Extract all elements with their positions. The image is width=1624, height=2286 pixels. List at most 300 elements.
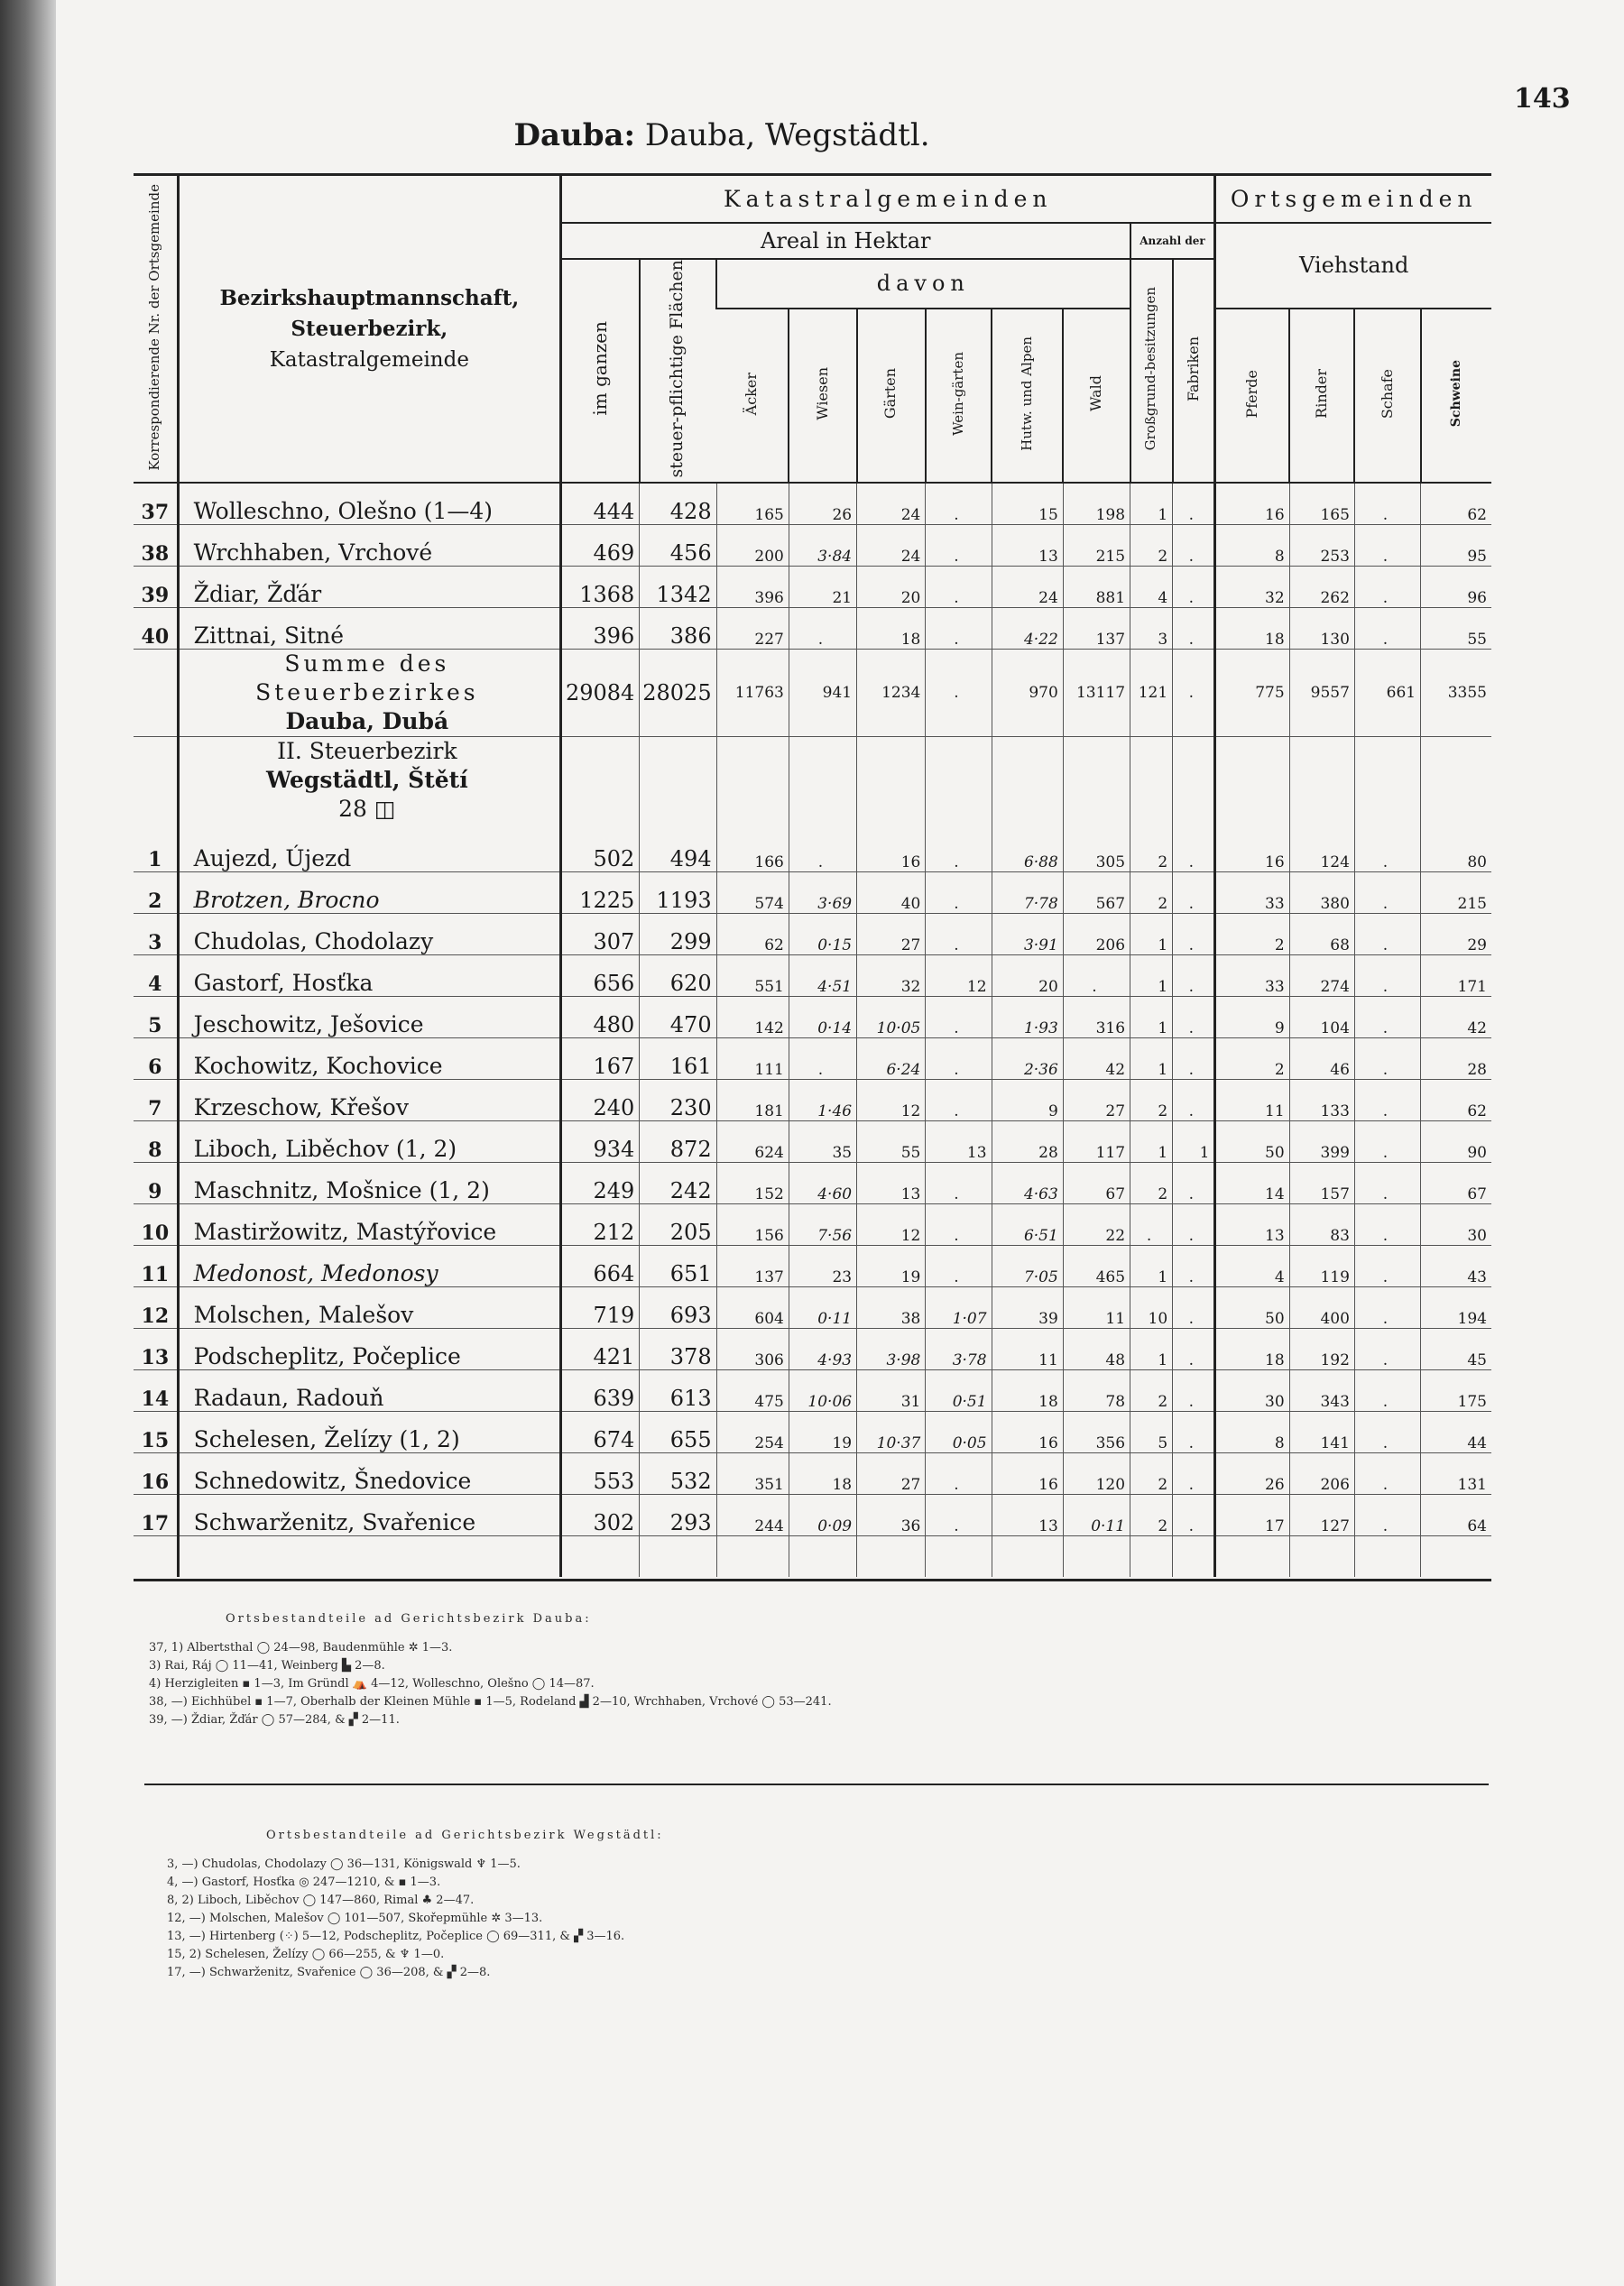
cell-ri: 68 xyxy=(1289,914,1354,955)
cell-ae: 227 xyxy=(716,608,789,650)
cell-hu: 15 xyxy=(992,483,1063,525)
row-name: Schelesen, Želízy (1, 2) xyxy=(178,1412,560,1453)
cell-ganz: 1225 xyxy=(561,872,640,914)
cell-fa: . xyxy=(1173,997,1215,1038)
cell-fa: . xyxy=(1173,1412,1215,1453)
cell-ri: 192 xyxy=(1289,1329,1354,1370)
table-row xyxy=(134,1412,1491,1453)
cell-pf: 50 xyxy=(1215,1287,1289,1329)
cell-wa: 356 xyxy=(1063,1412,1130,1453)
row-number: 4 xyxy=(134,955,178,997)
cell-ae: 142 xyxy=(716,997,789,1038)
cell-fa: . xyxy=(1173,1163,1215,1204)
row-number: 2 xyxy=(134,872,178,914)
cell-sw: 64 xyxy=(1421,1495,1491,1536)
cell-ri: 399 xyxy=(1289,1121,1354,1163)
cell-ganz: 1368 xyxy=(561,567,640,608)
cell-gr: 2 xyxy=(1130,872,1173,914)
cell-ganz: 664 xyxy=(561,1246,640,1287)
book-spine xyxy=(0,0,56,2286)
cell-sw: 43 xyxy=(1421,1246,1491,1287)
cell-sc: . xyxy=(1354,1204,1420,1246)
cell-wa: 0·11 xyxy=(1063,1495,1130,1536)
row-name: Brotzen, Brocno xyxy=(178,872,560,914)
cell-gr: 2 xyxy=(1130,1453,1173,1495)
row-number: 13 xyxy=(134,1329,178,1370)
footnote-line: 12, —) Molschen, Malešov ◯ 101—507, Skořepmühle ✲ 3—13. xyxy=(167,1912,543,1925)
aecker-header: Äcker xyxy=(716,309,789,483)
cell-ganz: 444 xyxy=(561,483,640,525)
cell-sc: . xyxy=(1354,1246,1420,1287)
wald-header: Wald xyxy=(1063,309,1130,483)
cell-st: 494 xyxy=(640,831,716,872)
cell-wi: 1·46 xyxy=(789,1080,856,1121)
cell-fa: . xyxy=(1173,567,1215,608)
cell-wa: 48 xyxy=(1063,1329,1130,1370)
cell-wa: 137 xyxy=(1063,608,1130,650)
cell-we: . xyxy=(926,1453,992,1495)
cell-st: 299 xyxy=(640,914,716,955)
cell-gr: 3 xyxy=(1130,608,1173,650)
cell-ga: 18 xyxy=(857,608,926,650)
wiesen-header: Wiesen xyxy=(789,309,856,483)
subtotal-pf: 775 xyxy=(1215,650,1289,737)
subtotal-hu: 970 xyxy=(992,650,1063,737)
cell-we: . xyxy=(926,831,992,872)
row-name: Schnedowitz, Šnedovice xyxy=(178,1453,560,1495)
cell-hu: 39 xyxy=(992,1287,1063,1329)
cell-wi: 0·15 xyxy=(789,914,856,955)
cell-st: 620 xyxy=(640,955,716,997)
cell-st: 1342 xyxy=(640,567,716,608)
ortsgem-header: Ortsgemeinden xyxy=(1215,175,1491,223)
cell-ganz: 240 xyxy=(561,1080,640,1121)
cell-sc: . xyxy=(1354,525,1420,567)
cell-st: 378 xyxy=(640,1329,716,1370)
cell-sw: 131 xyxy=(1421,1453,1491,1495)
table-row xyxy=(134,483,1491,525)
table-row xyxy=(134,872,1491,914)
cell-fa: . xyxy=(1173,955,1215,997)
cell-ga: 36 xyxy=(857,1495,926,1536)
cell-wa: 305 xyxy=(1063,831,1130,872)
subtotal-ganz: 29084 xyxy=(561,650,640,737)
cell-wi: 26 xyxy=(789,483,856,525)
cell-fa: 1 xyxy=(1173,1121,1215,1163)
cell-wi: 4·51 xyxy=(789,955,856,997)
cell-pf: 33 xyxy=(1215,872,1289,914)
cell-sc: . xyxy=(1354,1370,1420,1412)
footnote-dauba-lines xyxy=(149,1639,1457,1729)
cell-sc: . xyxy=(1354,1287,1420,1329)
cell-ri: 133 xyxy=(1289,1080,1354,1121)
schweine-header: Schweine xyxy=(1421,309,1491,483)
nr-header: Korrespondierende Nr. der Ortsgemeinde xyxy=(134,175,178,484)
cell-ae: 244 xyxy=(716,1495,789,1536)
cell-pf: 4 xyxy=(1215,1246,1289,1287)
cell-ri: 262 xyxy=(1289,567,1354,608)
subtotal-label: Summe des Steuerbezirkes Dauba, Dubá xyxy=(178,650,560,737)
cell-hu: 7·05 xyxy=(992,1246,1063,1287)
cell-st: 456 xyxy=(640,525,716,567)
anzahl-header: Anzahl der xyxy=(1130,223,1215,259)
cell-gr: 2 xyxy=(1130,525,1173,567)
cell-fa: . xyxy=(1173,872,1215,914)
cell-sw: 80 xyxy=(1421,831,1491,872)
table-row xyxy=(134,997,1491,1038)
im-ganzen-header: im ganzen xyxy=(561,259,640,484)
cell-sc: . xyxy=(1354,997,1420,1038)
cell-wi: . xyxy=(789,608,856,650)
cell-gr: 1 xyxy=(1130,997,1173,1038)
cell-fa: . xyxy=(1173,608,1215,650)
section-heading-row xyxy=(134,737,1491,832)
cell-gr: 1 xyxy=(1130,1038,1173,1080)
cell-fa: . xyxy=(1173,1246,1215,1287)
cell-sc: . xyxy=(1354,914,1420,955)
cell-ga: 20 xyxy=(857,567,926,608)
cell-ri: 165 xyxy=(1289,483,1354,525)
row-name: Jeschowitz, Ješovice xyxy=(178,997,560,1038)
cell-ae: 551 xyxy=(716,955,789,997)
footnote-separator xyxy=(144,1784,1489,1785)
steuer-header: steuer-pflichtige Flächen xyxy=(640,259,716,484)
cell-pf: 2 xyxy=(1215,1038,1289,1080)
cell-hu: 18 xyxy=(992,1370,1063,1412)
cell-pf: 30 xyxy=(1215,1370,1289,1412)
footnote-line: 37, 1) Albertsthal ◯ 24—98, Baudenmühle ✲ 1—3. xyxy=(149,1641,453,1655)
cell-wi: 21 xyxy=(789,567,856,608)
table-row xyxy=(134,567,1491,608)
cell-hu: 28 xyxy=(992,1121,1063,1163)
table-row xyxy=(134,1329,1491,1370)
cell-sw: 194 xyxy=(1421,1287,1491,1329)
cell-ga: 16 xyxy=(857,831,926,872)
cell-sw: 29 xyxy=(1421,914,1491,955)
cell-ae: 574 xyxy=(716,872,789,914)
cell-sw: 30 xyxy=(1421,1204,1491,1246)
cell-st: 161 xyxy=(640,1038,716,1080)
cell-ri: 141 xyxy=(1289,1412,1354,1453)
cell-hu: 13 xyxy=(992,525,1063,567)
subtotal-fa: . xyxy=(1173,650,1215,737)
cell-ga: 27 xyxy=(857,1453,926,1495)
row-number: 9 xyxy=(134,1163,178,1204)
cell-wi: 4·93 xyxy=(789,1329,856,1370)
cell-pf: 2 xyxy=(1215,914,1289,955)
footnote-line: 15, 2) Schelesen, Želízy ◯ 66—255, & ♆ 1—0. xyxy=(167,1948,445,1961)
table-row xyxy=(134,1121,1491,1163)
cell-we: . xyxy=(926,1038,992,1080)
cell-sw: 90 xyxy=(1421,1121,1491,1163)
cell-pf: 26 xyxy=(1215,1453,1289,1495)
cell-ae: 604 xyxy=(716,1287,789,1329)
schafe-header: Schafe xyxy=(1354,309,1420,483)
cell-ga: 24 xyxy=(857,525,926,567)
cell-we: . xyxy=(926,567,992,608)
table-row xyxy=(134,1370,1491,1412)
footnote-line: 4) Herzigleiten ▪ 1—3, Im Gründl ⛺ 4—12, Wolleschno, Olešno ◯ 14—87. xyxy=(149,1677,595,1691)
cell-ri: 400 xyxy=(1289,1287,1354,1329)
cell-ganz: 421 xyxy=(561,1329,640,1370)
table-row xyxy=(134,1495,1491,1536)
cell-pf: 32 xyxy=(1215,567,1289,608)
cell-we: . xyxy=(926,608,992,650)
table-bottom-rule xyxy=(134,1579,1491,1581)
cell-wi: 3·69 xyxy=(789,872,856,914)
cell-ga: 55 xyxy=(857,1121,926,1163)
cell-ri: 343 xyxy=(1289,1370,1354,1412)
cell-hu: 11 xyxy=(992,1329,1063,1370)
cell-ganz: 502 xyxy=(561,831,640,872)
cell-st: 428 xyxy=(640,483,716,525)
cell-hu: 4·63 xyxy=(992,1163,1063,1204)
cell-ae: 152 xyxy=(716,1163,789,1204)
cell-ae: 137 xyxy=(716,1246,789,1287)
cell-we: 0·05 xyxy=(926,1412,992,1453)
subtotal-ri: 9557 xyxy=(1289,650,1354,737)
cell-wa: 206 xyxy=(1063,914,1130,955)
cell-ganz: 302 xyxy=(561,1495,640,1536)
cell-ri: 157 xyxy=(1289,1163,1354,1204)
row-number: 7 xyxy=(134,1080,178,1121)
cell-ae: 624 xyxy=(716,1121,789,1163)
cell-ganz: 480 xyxy=(561,997,640,1038)
cell-sc: . xyxy=(1354,483,1420,525)
cell-ga: 24 xyxy=(857,483,926,525)
cell-sw: 62 xyxy=(1421,1080,1491,1121)
cell-wa: 120 xyxy=(1063,1453,1130,1495)
cell-st: 242 xyxy=(640,1163,716,1204)
row-number: 39 xyxy=(134,567,178,608)
row-number: 12 xyxy=(134,1287,178,1329)
row-number: 8 xyxy=(134,1121,178,1163)
subtotal-wa: 13117 xyxy=(1063,650,1130,737)
cell-we: . xyxy=(926,1495,992,1536)
cell-sc: . xyxy=(1354,1163,1420,1204)
cell-wa: 881 xyxy=(1063,567,1130,608)
cell-ae: 254 xyxy=(716,1412,789,1453)
row-number: 10 xyxy=(134,1204,178,1246)
cell-ganz: 249 xyxy=(561,1163,640,1204)
cell-wi: 0·14 xyxy=(789,997,856,1038)
cell-wi: 23 xyxy=(789,1246,856,1287)
cell-fa: . xyxy=(1173,1495,1215,1536)
cell-pf: 18 xyxy=(1215,1329,1289,1370)
cell-ri: 119 xyxy=(1289,1246,1354,1287)
cell-gr: 2 xyxy=(1130,1370,1173,1412)
row-name: Wrchhaben, Vrchové xyxy=(178,525,560,567)
cell-st: 205 xyxy=(640,1204,716,1246)
cell-sc: . xyxy=(1354,955,1420,997)
cell-sc: . xyxy=(1354,872,1420,914)
cell-ri: 130 xyxy=(1289,608,1354,650)
cell-ae: 351 xyxy=(716,1453,789,1495)
row-number: 5 xyxy=(134,997,178,1038)
cell-ga: 40 xyxy=(857,872,926,914)
cell-gr: 1 xyxy=(1130,1246,1173,1287)
cell-wi: . xyxy=(789,831,856,872)
table-row xyxy=(134,955,1491,997)
title-bold: Dauba: xyxy=(513,117,636,153)
cell-ri: 46 xyxy=(1289,1038,1354,1080)
cell-sc: . xyxy=(1354,831,1420,872)
cell-ri: 83 xyxy=(1289,1204,1354,1246)
cell-sw: 55 xyxy=(1421,608,1491,650)
cell-hu: 1·93 xyxy=(992,997,1063,1038)
table-row xyxy=(134,1287,1491,1329)
cell-wi: 4·60 xyxy=(789,1163,856,1204)
cell-wi: 7·56 xyxy=(789,1204,856,1246)
cell-fa: . xyxy=(1173,1329,1215,1370)
hutweide-header: Hutw. und Alpen xyxy=(992,309,1063,483)
cell-sc: . xyxy=(1354,1412,1420,1453)
cell-we: . xyxy=(926,872,992,914)
cell-we: . xyxy=(926,483,992,525)
cell-sc: . xyxy=(1354,1329,1420,1370)
row-name: Podscheplitz, Počeplice xyxy=(178,1329,560,1370)
cell-sw: 95 xyxy=(1421,525,1491,567)
subtotal-wi: 941 xyxy=(789,650,856,737)
row-name: Schwarženitz, Svařenice xyxy=(178,1495,560,1536)
cell-fa: . xyxy=(1173,1038,1215,1080)
row-number: 1 xyxy=(134,831,178,872)
row-number: 14 xyxy=(134,1370,178,1412)
cell-ri: 206 xyxy=(1289,1453,1354,1495)
row-name: Wolleschno, Olešno (1—4) xyxy=(178,483,560,525)
subtotal-body xyxy=(134,650,1491,832)
section-heading: II. Steuerbezirk Wegstädtl, Štětí 28 ◫ xyxy=(178,737,560,832)
cell-ganz: 167 xyxy=(561,1038,640,1080)
cell-wa: 215 xyxy=(1063,525,1130,567)
footnote-line: 17, —) Schwarženitz, Svařenice ◯ 36—208, & ▞ 2—8. xyxy=(167,1966,491,1979)
row-name: Gastorf, Hosťka xyxy=(178,955,560,997)
kataster-header: Katastralgemeinden xyxy=(561,175,1215,223)
row-number: 17 xyxy=(134,1495,178,1536)
cell-wa: 42 xyxy=(1063,1038,1130,1080)
cell-gr: 2 xyxy=(1130,1495,1173,1536)
footnote-dauba-heading: Ortsbestandteile ad Gerichtsbezirk Dauba: xyxy=(226,1612,592,1626)
cell-sc: . xyxy=(1354,1453,1420,1495)
cell-pf: 8 xyxy=(1215,525,1289,567)
subtotal-row xyxy=(134,650,1491,737)
row-name: Radaun, Radouň xyxy=(178,1370,560,1412)
cell-ae: 166 xyxy=(716,831,789,872)
cell-ga: 12 xyxy=(857,1204,926,1246)
subtotal-st: 28025 xyxy=(640,650,716,737)
cell-pf: 14 xyxy=(1215,1163,1289,1204)
cell-wa: 67 xyxy=(1063,1163,1130,1204)
areal-header: Areal in Hektar xyxy=(561,223,1130,259)
cell-we: . xyxy=(926,525,992,567)
cell-ga: 31 xyxy=(857,1370,926,1412)
cell-fa: . xyxy=(1173,1370,1215,1412)
cell-sw: 28 xyxy=(1421,1038,1491,1080)
row-name: Krzeschow, Křešov xyxy=(178,1080,560,1121)
table-row xyxy=(134,1204,1491,1246)
cell-ri: 253 xyxy=(1289,525,1354,567)
cell-ga: 6·24 xyxy=(857,1038,926,1080)
gross-header: Großgrund-besitzungen xyxy=(1130,259,1173,484)
cell-hu: 6·88 xyxy=(992,831,1063,872)
cell-ri: 127 xyxy=(1289,1495,1354,1536)
cell-we: . xyxy=(926,1204,992,1246)
cell-hu: 13 xyxy=(992,1495,1063,1536)
cell-we: 1·07 xyxy=(926,1287,992,1329)
cell-wa: 117 xyxy=(1063,1121,1130,1163)
cell-sc: . xyxy=(1354,567,1420,608)
cell-ae: 111 xyxy=(716,1038,789,1080)
footnote-line: 3, —) Chudolas, Chodolazy ◯ 36—131, Königswald ♆ 1—5. xyxy=(167,1857,521,1871)
cell-gr: 1 xyxy=(1130,1121,1173,1163)
row-name: Maschnitz, Mošnice (1, 2) xyxy=(178,1163,560,1204)
cell-wi: 0·09 xyxy=(789,1495,856,1536)
gaerten-header: Gärten xyxy=(857,309,926,483)
cell-hu: 16 xyxy=(992,1453,1063,1495)
cell-we: 12 xyxy=(926,955,992,997)
cell-ae: 156 xyxy=(716,1204,789,1246)
table-row xyxy=(134,1246,1491,1287)
cell-we: . xyxy=(926,1080,992,1121)
statistics-table xyxy=(134,173,1491,1577)
footnote-line: 4, —) Gastorf, Hosťka ◎ 247—1210, & ▪ 1—3. xyxy=(167,1876,441,1889)
cell-sc: . xyxy=(1354,1038,1420,1080)
cell-gr: . xyxy=(1130,1204,1173,1246)
cell-sw: 42 xyxy=(1421,997,1491,1038)
cell-fa: . xyxy=(1173,1287,1215,1329)
row-name: Chudolas, Chodolazy xyxy=(178,914,560,955)
cell-sw: 44 xyxy=(1421,1412,1491,1453)
cell-st: 386 xyxy=(640,608,716,650)
cell-we: . xyxy=(926,1163,992,1204)
cell-sw: 215 xyxy=(1421,872,1491,914)
cell-gr: 10 xyxy=(1130,1287,1173,1329)
row-number: 38 xyxy=(134,525,178,567)
cell-wa: 22 xyxy=(1063,1204,1130,1246)
cell-gr: 1 xyxy=(1130,955,1173,997)
cell-we: 3·78 xyxy=(926,1329,992,1370)
cell-ae: 181 xyxy=(716,1080,789,1121)
cell-ga: 13 xyxy=(857,1163,926,1204)
cell-ri: 104 xyxy=(1289,997,1354,1038)
cell-we: 0·51 xyxy=(926,1370,992,1412)
cell-st: 655 xyxy=(640,1412,716,1453)
cell-gr: 2 xyxy=(1130,1163,1173,1204)
cell-ganz: 656 xyxy=(561,955,640,997)
cell-hu: 7·78 xyxy=(992,872,1063,914)
cell-pf: 33 xyxy=(1215,955,1289,997)
cell-sc: . xyxy=(1354,1080,1420,1121)
row-number: 3 xyxy=(134,914,178,955)
cell-fa: . xyxy=(1173,483,1215,525)
cell-sw: 96 xyxy=(1421,567,1491,608)
cell-sw: 171 xyxy=(1421,955,1491,997)
cell-wi: 18 xyxy=(789,1453,856,1495)
cell-pf: 13 xyxy=(1215,1204,1289,1246)
cell-ae: 475 xyxy=(716,1370,789,1412)
footnote-line: 13, —) Hirtenberg (⁘) 5—12, Podscheplitz, Počeplice ◯ 69—311, & ▞ 3—16. xyxy=(167,1930,625,1943)
cell-wa: 316 xyxy=(1063,997,1130,1038)
cell-wi: . xyxy=(789,1038,856,1080)
row-number: 6 xyxy=(134,1038,178,1080)
name-header: Bezirkshauptmannschaft, Steuerbezirk, Katastralgemeinde xyxy=(178,175,560,484)
table-row xyxy=(134,831,1491,872)
cell-gr: 1 xyxy=(1130,483,1173,525)
cell-pf: 50 xyxy=(1215,1121,1289,1163)
row-name: Molschen, Malešov xyxy=(178,1287,560,1329)
cell-ga: 10·37 xyxy=(857,1412,926,1453)
cell-st: 872 xyxy=(640,1121,716,1163)
